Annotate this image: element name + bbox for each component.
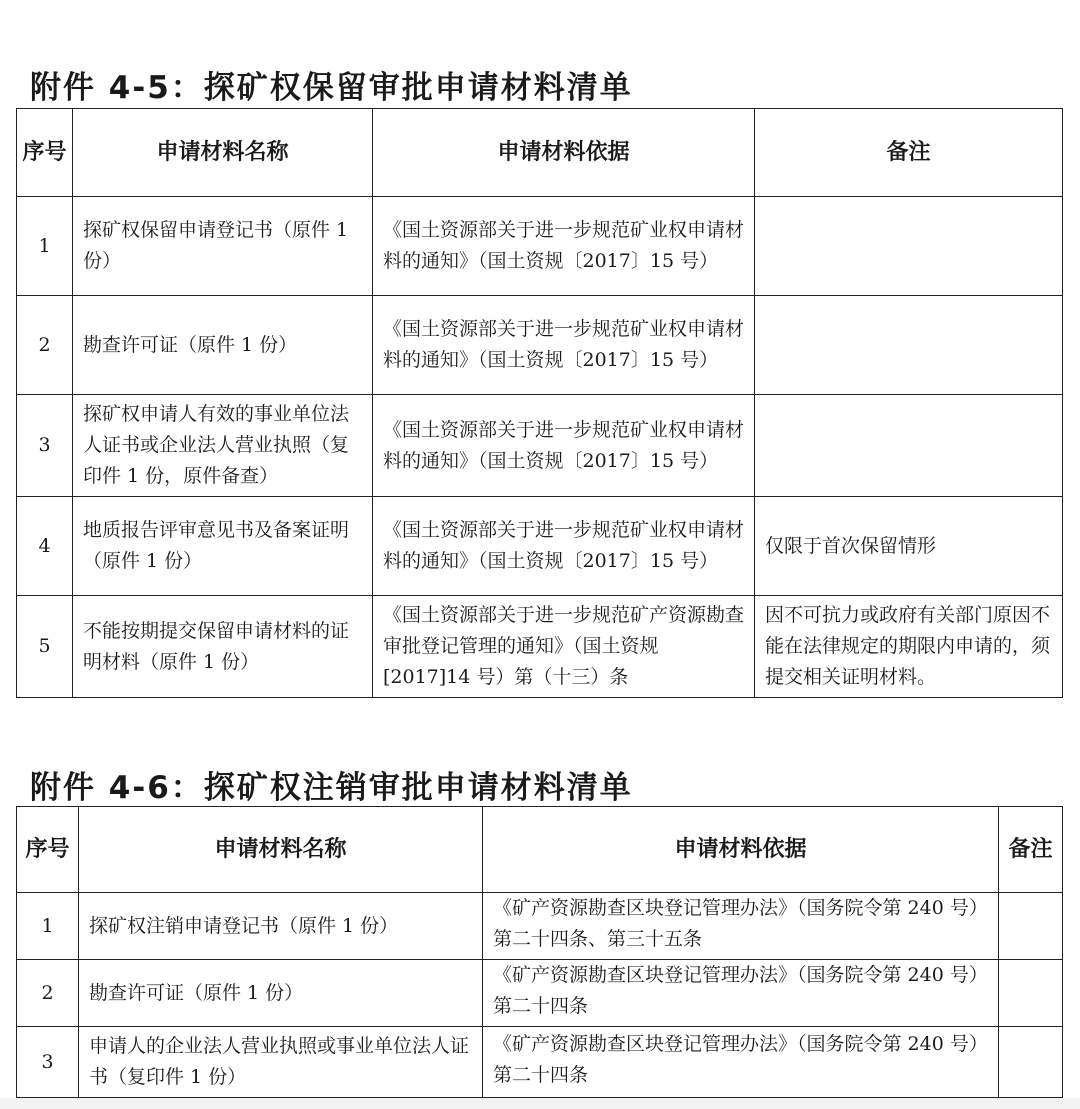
row-no: 2 xyxy=(17,296,73,395)
row-no: 1 xyxy=(17,197,73,296)
header-basis: 申请材料依据 xyxy=(373,109,755,197)
row-material-name: 探矿权注销申请登记书（原件 1 份） xyxy=(79,893,483,960)
row-no: 2 xyxy=(17,960,79,1027)
row-no: 3 xyxy=(17,1027,79,1098)
row-basis: 《国土资源部关于进一步规范矿产资源勘查审批登记管理的通知》（国土资规[2017]14 号）第（十三）条 xyxy=(373,596,755,698)
row-basis: 《国土资源部关于进一步规范矿业权申请材料的通知》（国土资规〔2017〕15 号） xyxy=(373,296,755,395)
page-bottom-edge xyxy=(0,1098,1080,1109)
row-basis: 《矿产资源勘查区块登记管理办法》（国务院令第 240 号）第二十四条、第三十五条 xyxy=(483,893,999,960)
header-remark: 备注 xyxy=(999,807,1063,893)
row-remark xyxy=(999,1027,1063,1098)
table-header-row xyxy=(17,109,1063,197)
row-remark xyxy=(755,395,1063,497)
row-no: 5 xyxy=(17,596,73,698)
row-no: 3 xyxy=(17,395,73,497)
table-row xyxy=(17,497,1063,596)
table-row xyxy=(17,296,1063,395)
row-basis: 《矿产资源勘查区块登记管理办法》（国务院令第 240 号）第二十四条 xyxy=(483,960,999,1027)
table-header-row xyxy=(17,807,1063,893)
row-basis: 《矿产资源勘查区块登记管理办法》（国务院令第 240 号）第二十四条 xyxy=(483,1027,999,1098)
materials-table-4-5 xyxy=(16,108,1063,698)
row-material-name: 不能按期提交保留申请材料的证明材料（原件 1 份） xyxy=(73,596,373,698)
row-material-name: 申请人的企业法人营业执照或事业单位法人证书（复印件 1 份） xyxy=(79,1027,483,1098)
row-basis: 《国土资源部关于进一步规范矿业权申请材料的通知》（国土资规〔2017〕15 号） xyxy=(373,197,755,296)
row-basis: 《国土资源部关于进一步规范矿业权申请材料的通知》（国土资规〔2017〕15 号） xyxy=(373,497,755,596)
header-no: 序号 xyxy=(17,807,79,893)
table-row xyxy=(17,395,1063,497)
row-material-name: 探矿权保留申请登记书（原件 1 份） xyxy=(73,197,373,296)
section-title-4-5: 附件 4-5：探矿权保留审批申请材料清单 xyxy=(30,70,633,106)
row-remark xyxy=(999,893,1063,960)
header-name: 申请材料名称 xyxy=(73,109,373,197)
row-material-name: 探矿权申请人有效的事业单位法人证书或企业法人营业执照（复印件 1 份，原件备查） xyxy=(73,395,373,497)
row-basis: 《国土资源部关于进一步规范矿业权申请材料的通知》（国土资规〔2017〕15 号） xyxy=(373,395,755,497)
header-name: 申请材料名称 xyxy=(79,807,483,893)
table-row xyxy=(17,960,1063,1027)
row-material-name: 地质报告评审意见书及备案证明（原件 1 份） xyxy=(73,497,373,596)
row-remark xyxy=(999,960,1063,1027)
table-row xyxy=(17,1027,1063,1098)
row-remark: 仅限于首次保留情形 xyxy=(755,497,1063,596)
section-title-4-6: 附件 4-6：探矿权注销审批申请材料清单 xyxy=(30,770,633,806)
row-material-name: 勘查许可证（原件 1 份） xyxy=(79,960,483,1027)
header-remark: 备注 xyxy=(755,109,1063,197)
row-no: 4 xyxy=(17,497,73,596)
header-basis: 申请材料依据 xyxy=(483,807,999,893)
row-remark xyxy=(755,296,1063,395)
row-material-name: 勘查许可证（原件 1 份） xyxy=(73,296,373,395)
header-no: 序号 xyxy=(17,109,73,197)
row-remark xyxy=(755,197,1063,296)
row-no: 1 xyxy=(17,893,79,960)
table-row xyxy=(17,596,1063,698)
table-row xyxy=(17,197,1063,296)
materials-table-4-6 xyxy=(16,806,1063,1098)
table-row xyxy=(17,893,1063,960)
row-remark: 因不可抗力或政府有关部门原因不能在法律规定的期限内申请的，须提交相关证明材料。 xyxy=(755,596,1063,698)
